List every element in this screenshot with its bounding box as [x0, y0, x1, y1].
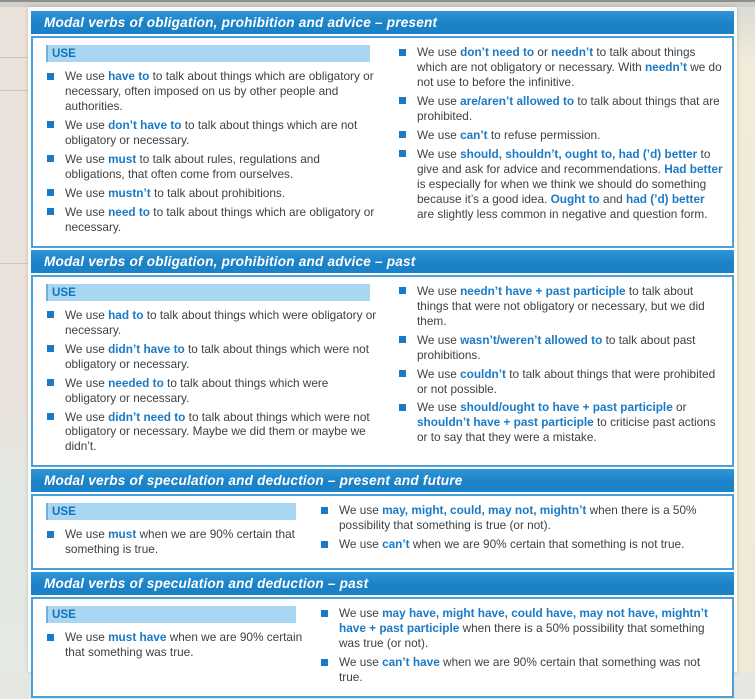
list-item: We use can’t to refuse permission. — [398, 128, 724, 143]
list-item: We use can’t when we are 90% certain that something is not true. — [320, 537, 724, 552]
list-item: We use have to to talk about things which are obligatory or necessary, often imposed on us by other people and authorities. — [46, 69, 381, 114]
list-item: We use should/ought to have + past participle or shouldn’t have + past participle to criticise past actions or to say that they were a mistake. — [398, 400, 724, 445]
list-item: We use couldn’t to talk about things that were prohibited or not possible. — [398, 367, 724, 397]
bullet-list-right — [315, 605, 724, 685]
section-body-obligation-present — [31, 36, 734, 248]
section-title: Modal verbs of speculation and deduction – present and future — [44, 473, 463, 489]
list-item: We use needed to to talk about things which were obligatory or necessary. — [46, 376, 381, 406]
photo-margin-line — [0, 263, 28, 264]
left-column — [41, 44, 381, 239]
list-item: We use didn’t have to to talk about things which were not obligatory or necessary. — [46, 342, 381, 372]
list-item: We use had to to talk about things which were obligatory or necessary. — [46, 308, 381, 338]
bullet-list-right — [315, 502, 724, 552]
list-item: We use didn’t need to to talk about things which were not obligatory or necessary. Maybe we did them or maybe we didn’t. — [46, 410, 381, 455]
bullet-list-left — [41, 307, 381, 455]
section-body-speculation-present — [31, 494, 734, 570]
list-item: We use may have, might have, could have, may not have, mightn’t have + past participle when there is a 50% possibility that something was true (or not). — [320, 606, 724, 651]
section-title: Modal verbs of obligation, prohibition and advice – present — [44, 15, 438, 30]
list-item: We use must have when we are 90% certain that something was true. — [46, 630, 303, 660]
left-column — [41, 502, 303, 561]
section-header-speculation-present — [31, 469, 734, 492]
list-item: We use mustn’t to talk about prohibitions. — [46, 186, 381, 201]
photo-margin-right — [737, 7, 755, 672]
list-item: We use wasn’t/weren’t allowed to to talk about past prohibitions. — [398, 333, 724, 363]
bullet-list-left — [41, 526, 303, 557]
section-body-obligation-past — [31, 275, 734, 468]
list-item: We use need to to talk about things which are obligatory or necessary. — [46, 205, 381, 235]
bullet-list-left — [41, 629, 303, 660]
use-badge: USE — [46, 503, 296, 520]
right-column — [315, 605, 724, 689]
right-column — [393, 283, 724, 459]
list-item: We use are/aren’t allowed to to talk about things that are prohibited. — [398, 94, 724, 124]
section-header-obligation-past — [31, 250, 734, 273]
section-header-speculation-past — [31, 572, 734, 595]
photo-margin-left — [0, 7, 28, 672]
use-badge: USE — [46, 45, 370, 62]
list-item: We use may, might, could, may not, mightn’t when there is a 50% possibility that something is true (or not). — [320, 503, 724, 533]
list-item: We use needn’t have + past participle to talk about things that were not obligatory or necessary, but we did them. — [398, 284, 724, 329]
right-column — [315, 502, 724, 561]
section-body-speculation-past — [31, 597, 734, 698]
photo-margin-line — [0, 90, 28, 91]
list-item: We use can’t have when we are 90% certain that something was not true. — [320, 655, 724, 685]
bullet-list-left — [41, 68, 381, 235]
list-item: We use don’t have to to talk about things which are not obligatory or necessary. — [46, 118, 381, 148]
bullet-list-right — [393, 283, 724, 446]
left-column — [41, 283, 381, 459]
use-badge: USE — [46, 606, 296, 623]
right-column — [393, 44, 724, 239]
bullet-list-right — [393, 44, 724, 222]
photo-margin-line — [0, 57, 28, 58]
left-column — [41, 605, 303, 689]
section-header-obligation-present — [31, 11, 734, 34]
list-item: We use must when we are 90% certain that something is true. — [46, 527, 303, 557]
textbook-page — [28, 7, 737, 685]
section-title: Modal verbs of speculation and deduction – past — [44, 576, 369, 592]
list-item: We use must to talk about rules, regulations and obligations, that often come from ourselves. — [46, 152, 381, 182]
section-title: Modal verbs of obligation, prohibition and advice – past — [44, 253, 416, 269]
list-item: We use don’t need to or needn’t to talk about things which are not obligatory or necessary. With needn’t we do not use to before the infinitive. — [398, 45, 724, 90]
photo-margin-top — [0, 0, 755, 7]
use-badge: USE — [46, 284, 370, 301]
list-item: We use should, shouldn’t, ought to, had (’d) better to give and ask for advice and recommendations. Had better is especially for when we think we should do something because it’s a good idea. Ought to and had (’d) better are slightly less common in negative and question form. — [398, 147, 724, 222]
